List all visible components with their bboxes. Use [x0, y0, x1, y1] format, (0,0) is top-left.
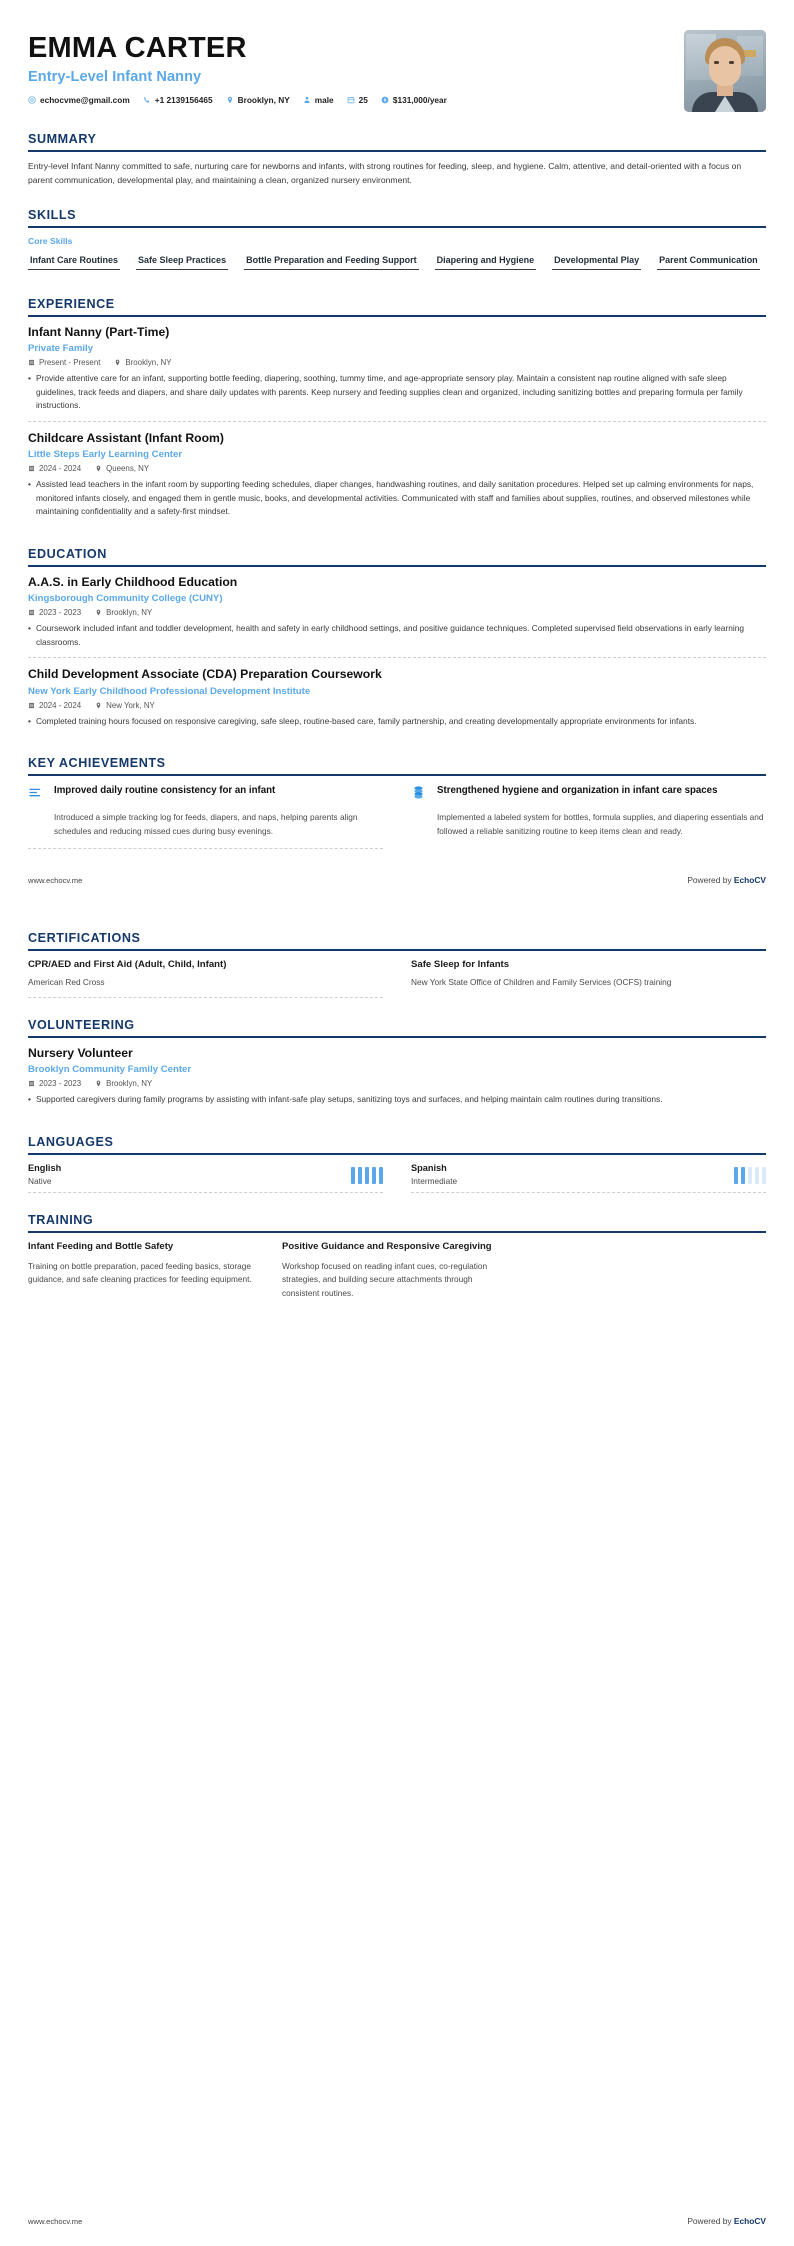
- training-desc: Training on bottle preparation, paced feeding basics, storage guidance, and safe cleaning practices for feeding equipment.: [28, 1260, 252, 1285]
- section-certifications: [28, 931, 766, 998]
- skill-chip: Infant Care Routines: [28, 252, 120, 270]
- contact-gender-text: male: [314, 95, 334, 106]
- level-bar: [379, 1167, 383, 1184]
- certification-item: [28, 959, 383, 998]
- certification-title: CPR/AED and First Aid (Adult, Child, Infant): [28, 959, 227, 971]
- entry-organization: Kingsborough Community College (CUNY): [28, 593, 223, 605]
- svg-text:$: $: [383, 98, 387, 104]
- location-pin-icon: [226, 96, 234, 104]
- calendar-icon: [28, 702, 35, 709]
- bullet-text: Provide attentive care for an infant, supporting bottle feeding, diapering, soothing, tummy time, and age-appropriate sensory play. Maintain a consistent nap routine aligned with safe sleep guidelines, track feeds and diapers, and share daily updates with parents. Keep nursery and feeding supplies clean and organized, including sanitizing bottles and preparing formula per family instructions.: [35, 373, 743, 411]
- bullet-dot: •: [28, 623, 31, 634]
- section-title-certifications: CERTIFICATIONS: [28, 931, 141, 946]
- entry-location: [95, 701, 155, 710]
- entry-dates: [28, 701, 81, 710]
- entry-organization: Private Family: [28, 343, 94, 355]
- bullet-text: Supported caregivers during family programs by assisting with infant-safe play setups, sanitizing toys and surfaces, and helping maintain calm routines during transitions.: [35, 1094, 663, 1105]
- person-icon: [303, 96, 311, 104]
- entry-dates: [28, 1079, 81, 1088]
- footer-brand-name: EchoCV: [733, 2216, 766, 2226]
- section-title-experience: EXPERIENCE: [28, 296, 115, 311]
- skill-chip: Safe Sleep Practices: [136, 252, 228, 270]
- certification-title: Safe Sleep for Infants: [411, 959, 510, 971]
- bullet-item: [28, 715, 766, 729]
- key-achievement-item: [28, 784, 383, 849]
- entry-dates-text: 2024 - 2024: [39, 700, 82, 710]
- footer-powered-prefix: Powered by: [687, 875, 734, 886]
- section-title-skills: SKILLS: [28, 207, 77, 222]
- section-volunteering: [28, 1018, 766, 1115]
- level-bar: [358, 1167, 362, 1184]
- bullet-text: Completed training hours focused on responsive caregiving, safe sleep, routine-based care, family partnership, and creating developmentally appropriate environments for infants.: [35, 715, 697, 726]
- skill-chip: Diapering and Hygiene: [435, 252, 537, 270]
- skill-chip: Developmental Play: [552, 252, 641, 270]
- bullet-item: [28, 478, 766, 519]
- entry-location-text: Queens, NY: [106, 464, 150, 474]
- language-item: [28, 1163, 383, 1193]
- section-title-training: TRAINING: [28, 1212, 94, 1227]
- section-experience: [28, 297, 766, 527]
- level-bar: [372, 1167, 376, 1184]
- language-item: [411, 1163, 766, 1193]
- contact-location[interactable]: [226, 95, 290, 105]
- section-title-volunteering: VOLUNTEERING: [28, 1018, 135, 1033]
- key-achievement-title: Improved daily routine consistency for an infant: [54, 785, 276, 797]
- key-achievement-item: [411, 784, 766, 849]
- entry-dates: [28, 358, 100, 367]
- training-grid: [28, 1241, 766, 1300]
- entry-location: [114, 358, 171, 367]
- bullet-dot: •: [28, 373, 31, 384]
- entry-bullets: [28, 715, 766, 729]
- languages-grid: [28, 1163, 766, 1193]
- calendar-icon: [28, 1080, 35, 1087]
- contact-email[interactable]: [28, 95, 130, 105]
- calendar-icon: [28, 465, 35, 472]
- job-title: Entry-Level Infant Nanny: [28, 69, 202, 86]
- entry-bullets: [28, 478, 766, 519]
- contact-salary[interactable]: [381, 95, 447, 105]
- calendar-icon: [28, 609, 35, 616]
- bullet-text: Assisted lead teachers in the infant room by supporting feeding schedules, diaper changes, handwashing routines, and daily sanitation procedures. Helped set up calming environments for naps, monitored infants closely, and engaged them in gentle music, books, and developmental activities. Communicated with staff and families about supplies, routines, and observed milestones while maintaining confidentiality and a safety-first mindset.: [35, 479, 754, 517]
- certifications-grid: [28, 959, 766, 998]
- footer-url[interactable]: www.echocv.me: [28, 876, 83, 886]
- education-entry: [28, 575, 766, 657]
- resume-header: [0, 0, 794, 112]
- bullet-dot: •: [28, 1094, 31, 1105]
- contact-bar: [28, 95, 670, 105]
- key-achievements-grid: [28, 784, 766, 849]
- training-desc: Workshop focused on reading infant cues, co-regulation strategies, and building secure attachments through consistent routines.: [282, 1260, 488, 1298]
- level-bar: [734, 1167, 738, 1184]
- training-item-empty: [536, 1241, 766, 1300]
- skill-group-label: Core Skills: [28, 235, 73, 246]
- bullet-text: Coursework included infant and toddler development, health and safety in early childhood settings, and positive guidance techniques. Completed supervised field observations in early learning classrooms.: [35, 623, 745, 647]
- level-bar: [748, 1167, 752, 1184]
- entry-location: [95, 608, 152, 617]
- entry-organization: New York Early Childhood Professional Development Institute: [28, 685, 311, 697]
- avatar: [684, 30, 766, 112]
- entry-meta: [28, 608, 766, 617]
- salary-icon: [381, 96, 389, 104]
- location-pin-icon: [95, 465, 102, 472]
- volunteering-entry: [28, 1046, 766, 1115]
- summary-text: Entry-level Infant Nanny committed to safe, nurturing care for newborns and infants, with strong routines for feeding, sleep, and hygiene. Calm, attentive, and detail-oriented with a focus on parent communication, developmental play, and maintaining a clean, organized nursery environment.: [28, 161, 742, 185]
- entry-location: [95, 464, 149, 473]
- entry-dates-text: 2024 - 2024: [39, 464, 82, 474]
- contact-age[interactable]: [347, 95, 368, 105]
- entry-bullets: [28, 1093, 766, 1107]
- skill-list: [28, 252, 766, 277]
- entry-meta: [28, 701, 766, 710]
- entry-title: Infant Nanny (Part-Time): [28, 324, 170, 339]
- location-pin-icon: [114, 359, 121, 366]
- entry-meta: [28, 464, 766, 473]
- training-title: Positive Guidance and Responsive Caregiving: [282, 1240, 492, 1252]
- key-achievement-title: Strengthened hygiene and organization in infant care spaces: [437, 785, 718, 797]
- education-entry: [28, 657, 766, 736]
- section-title-summary: SUMMARY: [28, 132, 97, 146]
- email-icon: [28, 96, 36, 104]
- phone-icon: [143, 96, 151, 104]
- level-bar: [351, 1167, 355, 1184]
- section-languages: [28, 1135, 766, 1193]
- language-level-bars: [734, 1163, 766, 1184]
- bullet-item: [28, 622, 766, 649]
- language-level: Intermediate: [411, 1175, 458, 1186]
- bullet-dot: •: [28, 479, 31, 490]
- list-lines-icon: [28, 784, 44, 805]
- entry-meta: [28, 358, 766, 367]
- entry-organization: Brooklyn Community Family Center: [28, 1064, 192, 1076]
- certification-issuer: New York State Office of Children and Family Services (OCFS) training: [411, 977, 672, 988]
- entry-location-text: New York, NY: [106, 700, 155, 710]
- section-education: [28, 547, 766, 736]
- entry-dates-text: 2023 - 2023: [39, 608, 82, 618]
- section-training: [28, 1213, 766, 1300]
- entry-title: Childcare Assistant (Infant Room): [28, 430, 224, 445]
- certification-issuer: American Red Cross: [28, 977, 105, 988]
- skill-chip: Bottle Preparation and Feeding Support: [244, 252, 419, 270]
- contact-phone[interactable]: [143, 95, 213, 105]
- footer-powered-prefix: Powered by: [687, 2216, 734, 2226]
- entry-bullets: [28, 372, 766, 413]
- entry-title: Nursery Volunteer: [28, 1046, 133, 1061]
- entry-location-text: Brooklyn, NY: [106, 608, 153, 618]
- entry-dates: [28, 464, 81, 473]
- calendar-icon: [347, 96, 355, 104]
- section-summary: [28, 132, 766, 188]
- section-key-achievements: [28, 756, 766, 849]
- language-level: Native: [28, 1175, 52, 1186]
- key-achievement-desc: Introduced a simple tracking log for feeds, diapers, and naps, helping parents align schedules and reducing missed cues during busy evenings.: [54, 812, 358, 836]
- level-bar: [762, 1167, 766, 1184]
- contact-gender[interactable]: [303, 95, 334, 105]
- footer-url[interactable]: www.echocv.me: [28, 2217, 83, 2226]
- certification-item: [411, 959, 766, 998]
- contact-phone-text: +1 2139156465: [154, 95, 213, 106]
- page-title: EMMA CARTER: [28, 32, 247, 64]
- training-item: [28, 1241, 258, 1300]
- experience-entry: [28, 421, 766, 527]
- level-bar: [365, 1167, 369, 1184]
- entry-title: Child Development Associate (CDA) Preparation Coursework: [28, 667, 382, 682]
- entry-title: A.A.S. in Early Childhood Education: [28, 575, 238, 589]
- experience-entry: [28, 325, 766, 421]
- page-footer-bottom: [0, 2216, 794, 2226]
- language-level-bars: [351, 1163, 383, 1184]
- entry-location: [95, 1079, 152, 1088]
- training-title: Infant Feeding and Bottle Safety: [28, 1240, 174, 1252]
- contact-location-text: Brooklyn, NY: [237, 95, 290, 106]
- footer-brand: [687, 2216, 766, 2226]
- page-footer: [0, 875, 794, 885]
- section-title-key-achievements: KEY ACHIEVEMENTS: [28, 756, 166, 771]
- location-pin-icon: [95, 702, 102, 709]
- footer-brand-name: EchoCV: [733, 875, 766, 886]
- key-achievement-desc: Implemented a labeled system for bottles, formula supplies, and diapering essentials and followed a reliable sanitizing routine to keep items clean and ready.: [437, 812, 764, 836]
- page-break: [0, 885, 794, 911]
- section-skills: [28, 208, 766, 277]
- level-bar: [741, 1167, 745, 1184]
- footer-brand: [687, 875, 766, 885]
- training-item: [282, 1241, 512, 1300]
- entry-dates-text: 2023 - 2023: [39, 1079, 82, 1089]
- bullet-dot: •: [28, 715, 31, 726]
- location-pin-icon: [95, 1080, 102, 1087]
- contact-age-text: 25: [358, 95, 368, 106]
- level-bar: [755, 1167, 759, 1184]
- entry-dates: [28, 608, 81, 617]
- entry-meta: [28, 1079, 766, 1088]
- language-name: English: [28, 1162, 62, 1173]
- contact-salary-text: $131,000/year: [392, 95, 447, 106]
- entry-organization: Little Steps Early Learning Center: [28, 449, 183, 461]
- entry-bullets: [28, 622, 766, 649]
- stacked-disks-icon: [411, 784, 427, 805]
- bullet-item: [28, 1093, 766, 1107]
- section-title-languages: LANGUAGES: [28, 1134, 114, 1149]
- entry-location-text: Brooklyn, NY: [125, 358, 172, 368]
- header-left: [28, 30, 670, 105]
- contact-email-text: echocvme@gmail.com: [40, 95, 130, 106]
- skill-chip: Parent Communication: [657, 252, 760, 270]
- entry-dates-text: Present - Present: [39, 358, 101, 368]
- bullet-item: [28, 372, 766, 413]
- entry-location-text: Brooklyn, NY: [106, 1079, 153, 1089]
- section-title-education: EDUCATION: [28, 547, 107, 561]
- location-pin-icon: [95, 609, 102, 616]
- language-name: Spanish: [411, 1162, 447, 1173]
- calendar-icon: [28, 359, 35, 366]
